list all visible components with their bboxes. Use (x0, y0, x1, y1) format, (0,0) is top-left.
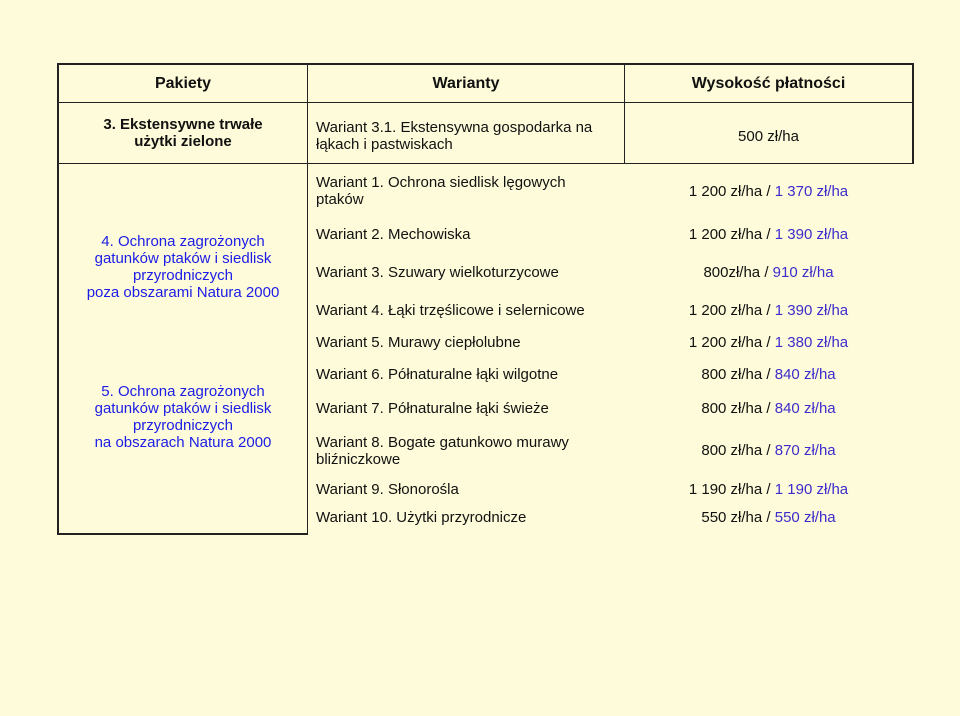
package-5 (59, 381, 307, 453)
package-3-line-2: użytki zielone (134, 133, 232, 150)
variant-4-line-1: Wariant 3. Szuwary wielkoturzycowe (316, 263, 559, 281)
payment-6-base: 1 200 zł/ha / (688, 333, 771, 351)
payment-row-3 (625, 224, 912, 244)
package-4-line-2: gatunków ptaków i siedlisk (94, 250, 272, 267)
variant-7-line-1: Wariant 6. Półnaturalne łąki wilgotne (316, 365, 559, 383)
payment-9-alt: 870 zł/ha (774, 441, 836, 459)
variant-11-line-1: Wariant 10. Użytki przyrodnicze (316, 508, 527, 526)
variant-row-7 (312, 364, 626, 384)
package-4-line-4: poza obszarami Natura 2000 (86, 284, 280, 301)
payment-10-base: 1 190 zł/ha / (688, 480, 771, 498)
variant-row-5 (312, 300, 626, 320)
table-border-bottom (57, 533, 307, 535)
payment-7-alt: 840 zł/ha (774, 365, 836, 383)
package-3-line-1: 3. Ekstensywne trwałe (103, 116, 263, 133)
payment-row-7 (625, 364, 912, 384)
variant-1-line-1: Wariant 3.1. Ekstensywna gospodarka na (316, 119, 593, 136)
payment-11-alt: 550 zł/ha (774, 508, 836, 526)
variant-1-line-2: łąkach i pastwiskach (316, 136, 453, 153)
header-payment: Wysokość płatności (691, 75, 846, 92)
variant-2-line-1: Wariant 1. Ochrona siedlisk lęgowych (316, 174, 566, 191)
payment-8-alt: 840 zł/ha (774, 399, 836, 417)
variant-5-line-1: Wariant 4. Łąki trzęślicowe i selernicowe (316, 301, 585, 319)
variant-row-11 (312, 507, 626, 527)
payment-3-base: 1 200 zł/ha / (688, 225, 771, 243)
payment-4-base: 800zł/ha / (703, 263, 769, 281)
column-separator-1 (307, 63, 308, 535)
variant-2-line-2: ptaków (316, 191, 364, 208)
payment-row-11 (625, 507, 912, 527)
header-packages: Pakiety (154, 75, 212, 92)
payment-row-6 (625, 332, 912, 352)
package-5-line-3: przyrodniczych (132, 417, 234, 434)
package-5-line-4: na obszarach Natura 2000 (94, 434, 272, 451)
payment-11-base: 550 zł/ha / (701, 508, 771, 526)
payment-6-alt: 1 380 zł/ha (774, 333, 849, 351)
payments-table (57, 63, 914, 535)
package-5-line-2: gatunków ptaków i siedlisk (94, 400, 272, 417)
payment-row-9 (625, 440, 912, 460)
header-variants: Warianty (432, 75, 500, 92)
payment-1-base: 500 zł/ha (738, 127, 799, 145)
table-border-right (912, 63, 914, 163)
payment-3-alt: 1 390 zł/ha (774, 225, 849, 243)
package-4 (59, 231, 307, 303)
package-5-line-1: 5. Ochrona zagrożonych (101, 383, 265, 400)
variant-row-2 (312, 173, 626, 209)
variant-row-10 (312, 479, 626, 499)
variant-row-6 (312, 332, 626, 352)
payment-4-alt: 910 zł/ha (772, 263, 834, 281)
payment-5-alt: 1 390 zł/ha (774, 301, 849, 319)
variant-10-line-1: Wariant 9. Słonorośla (316, 480, 459, 498)
payment-7-base: 800 zł/ha / (701, 365, 771, 383)
payment-8-base: 800 zł/ha / (701, 399, 771, 417)
variant-row-3 (312, 224, 626, 244)
variant-9-line-2: bliźniczkowe (316, 451, 401, 468)
payment-2-alt: 1 370 zł/ha (774, 182, 849, 200)
variant-row-9 (312, 433, 626, 469)
variant-3-line-1: Wariant 2. Mechowiska (316, 225, 471, 243)
package-4-line-3: przyrodniczych (132, 267, 234, 284)
payment-9-base: 800 zł/ha / (701, 441, 771, 459)
variant-9-line-1: Wariant 8. Bogate gatunkowo murawy (316, 434, 569, 451)
variant-8-line-1: Wariant 7. Półnaturalne łąki świeże (316, 399, 549, 417)
payment-row-1 (625, 118, 912, 154)
package-3 (59, 103, 307, 163)
payment-5-base: 1 200 zł/ha / (688, 301, 771, 319)
payment-row-5 (625, 300, 912, 320)
variant-row-8 (312, 398, 626, 418)
row-separator (57, 163, 914, 164)
variant-row-1 (312, 118, 626, 154)
variant-row-4 (312, 262, 626, 282)
payment-10-alt: 1 190 zł/ha (774, 480, 849, 498)
payment-row-2 (625, 181, 912, 201)
payment-row-4 (625, 262, 912, 282)
payment-row-10 (625, 479, 912, 499)
package-4-line-1: 4. Ochrona zagrożonych (101, 233, 265, 250)
payment-row-8 (625, 398, 912, 418)
payment-2-base: 1 200 zł/ha / (688, 182, 771, 200)
variant-6-line-1: Wariant 5. Murawy ciepłolubne (316, 333, 521, 351)
